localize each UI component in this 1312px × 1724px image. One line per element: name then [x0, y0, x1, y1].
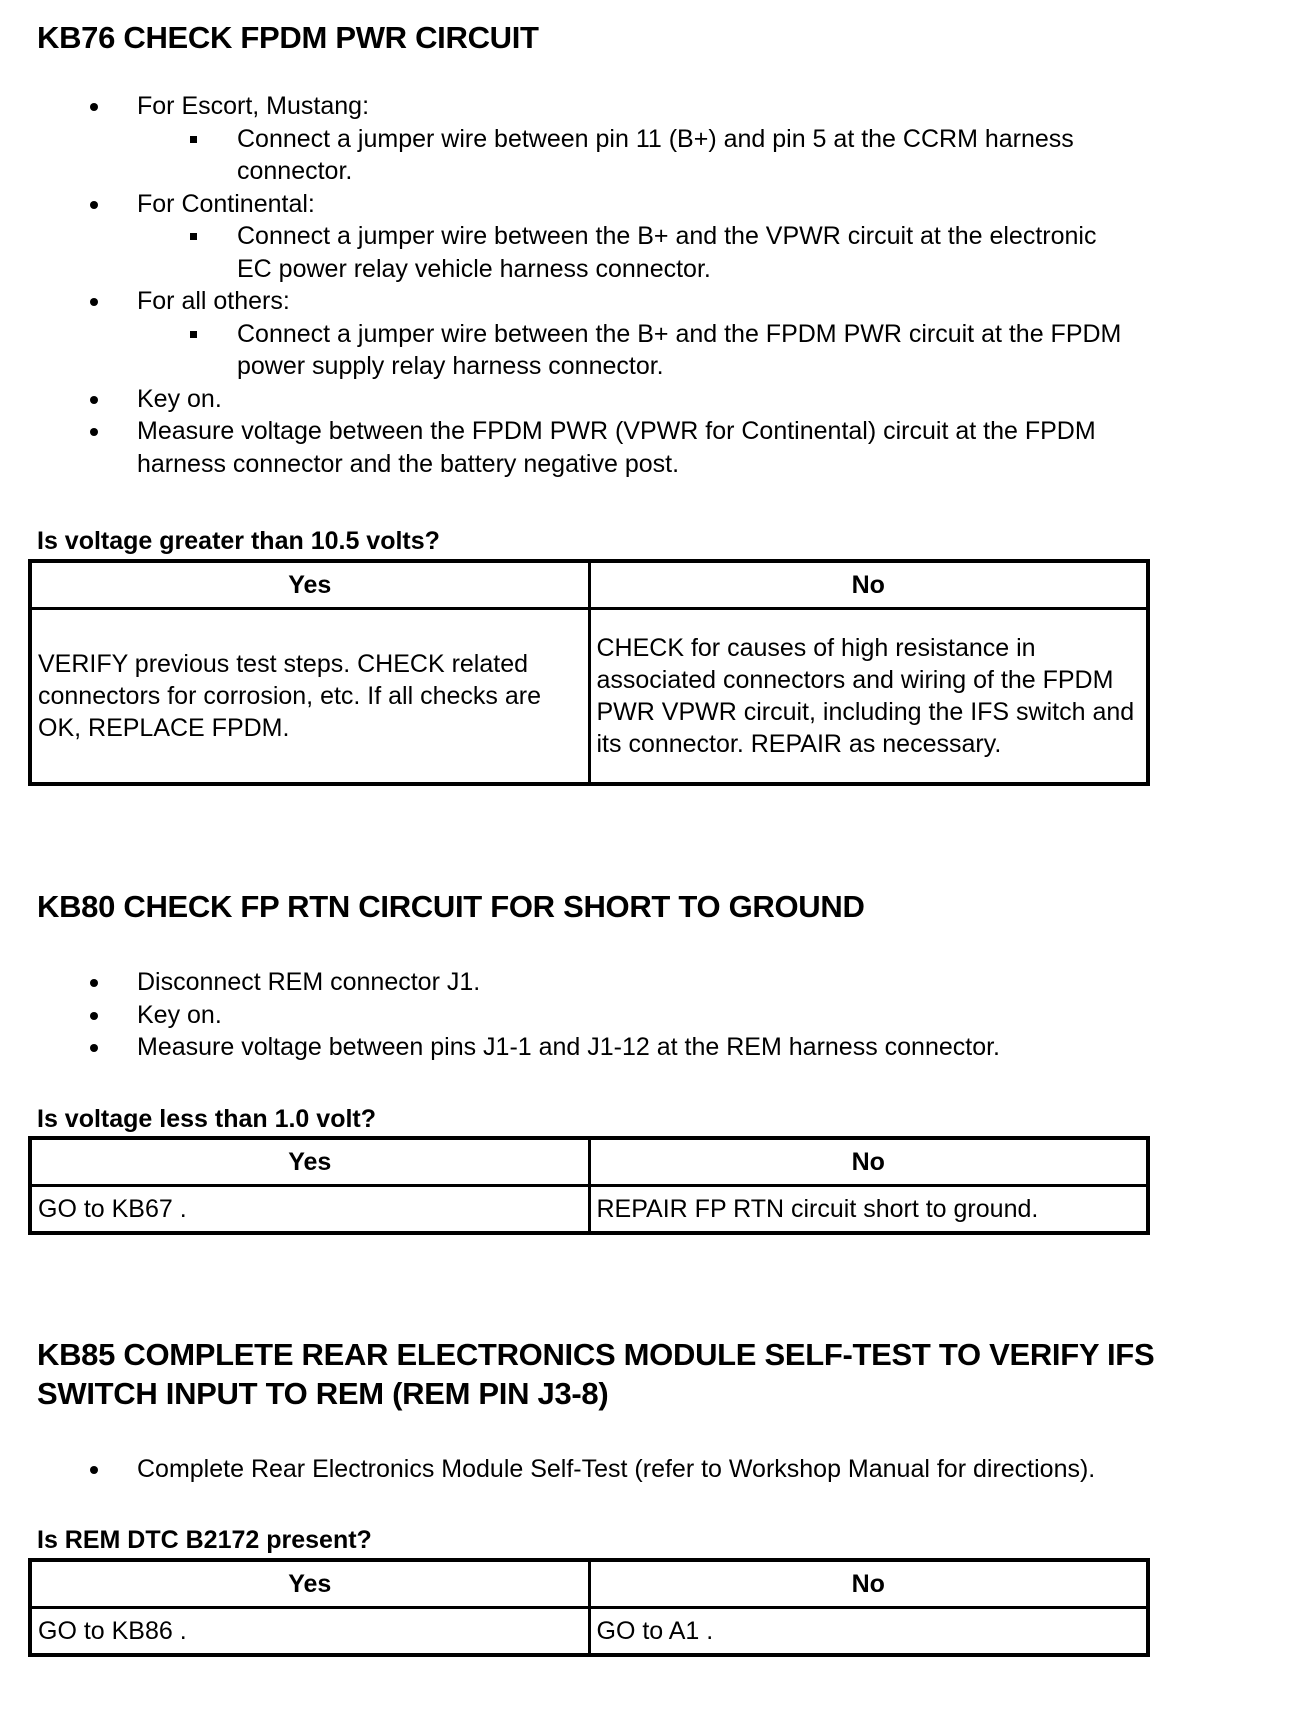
no-header: No	[589, 1560, 1148, 1608]
section-title-kb76: KB76 CHECK FPDM PWR CIRCUIT	[37, 20, 539, 55]
bullet-icon	[90, 201, 98, 209]
step-item: Complete Rear Electronics Module Self-Test (refer to Workshop Manual for directions).	[0, 1453, 1312, 1486]
yes-cell: GO to KB67 .	[30, 1186, 589, 1234]
step-item: Measure voltage between the FPDM PWR (VPWR for Continental) circuit at the FPDM harness connector and the battery negative post.	[0, 415, 1312, 480]
no-cell: GO to A1 .	[589, 1608, 1148, 1656]
step-item: For Escort, Mustang:	[0, 90, 1312, 123]
step-item: For all others:	[0, 285, 1312, 318]
section-title-kb85: KB85 COMPLETE REAR ELECTRONICS MODULE SELF-TEST TO VERIFY IFS SWITCH INPUT TO REM (REM PIN J3-8)	[37, 1337, 1155, 1411]
question-kb76: Is voltage greater than 10.5 volts?	[37, 527, 440, 555]
decision-table-kb80	[28, 1136, 1150, 1235]
bullet-icon	[90, 1466, 98, 1474]
bullet-icon	[90, 103, 98, 111]
yes-header: Yes	[30, 1138, 589, 1186]
decision-table-kb85	[28, 1558, 1150, 1657]
step-item: Key on.	[0, 999, 1312, 1032]
yes-cell: GO to KB86 .	[30, 1608, 589, 1656]
bullet-icon	[90, 979, 98, 987]
step-item: Key on.	[0, 383, 1312, 416]
section-title-kb80: KB80 CHECK FP RTN CIRCUIT FOR SHORT TO GROUND	[37, 889, 865, 924]
sub-step-item: Connect a jumper wire between the B+ and the FPDM PWR circuit at the FPDM power supply relay harness connector.	[0, 318, 1312, 383]
sub-step-item: Connect a jumper wire between the B+ and the VPWR circuit at the electronic EC power relay vehicle harness connector.	[0, 220, 1312, 285]
square-bullet-icon	[190, 136, 197, 143]
sub-step-item: Connect a jumper wire between pin 11 (B+) and pin 5 at the CCRM harness connector.	[0, 123, 1312, 188]
decision-table-kb76	[28, 559, 1150, 786]
question-kb80: Is voltage less than 1.0 volt?	[37, 1105, 377, 1133]
step-item: Disconnect REM connector J1.	[0, 966, 1312, 999]
kb85-steps	[0, 1453, 1312, 1486]
kb76-steps	[0, 90, 1312, 480]
question-kb85: Is REM DTC B2172 present?	[37, 1526, 372, 1554]
bullet-icon	[90, 396, 98, 404]
yes-cell: VERIFY previous test steps. CHECK related connectors for corrosion, etc. If all checks are OK, REPLACE FPDM.	[30, 609, 589, 785]
square-bullet-icon	[190, 233, 197, 240]
bullet-icon	[90, 428, 98, 436]
square-bullet-icon	[190, 331, 197, 338]
no-header: No	[589, 561, 1148, 609]
bullet-icon	[90, 298, 98, 306]
kb80-steps	[0, 966, 1312, 1064]
no-cell: CHECK for causes of high resistance in associated connectors and wiring of the FPDM PWR VPWR circuit, including the IFS switch and its connector. REPAIR as necessary.	[589, 609, 1148, 785]
no-cell: REPAIR FP RTN circuit short to ground.	[589, 1186, 1148, 1234]
bullet-icon	[90, 1044, 98, 1052]
yes-header: Yes	[30, 561, 589, 609]
step-item: Measure voltage between pins J1-1 and J1-12 at the REM harness connector.	[0, 1031, 1312, 1064]
no-header: No	[589, 1138, 1148, 1186]
bullet-icon	[90, 1012, 98, 1020]
yes-header: Yes	[30, 1560, 589, 1608]
step-item: For Continental:	[0, 188, 1312, 221]
